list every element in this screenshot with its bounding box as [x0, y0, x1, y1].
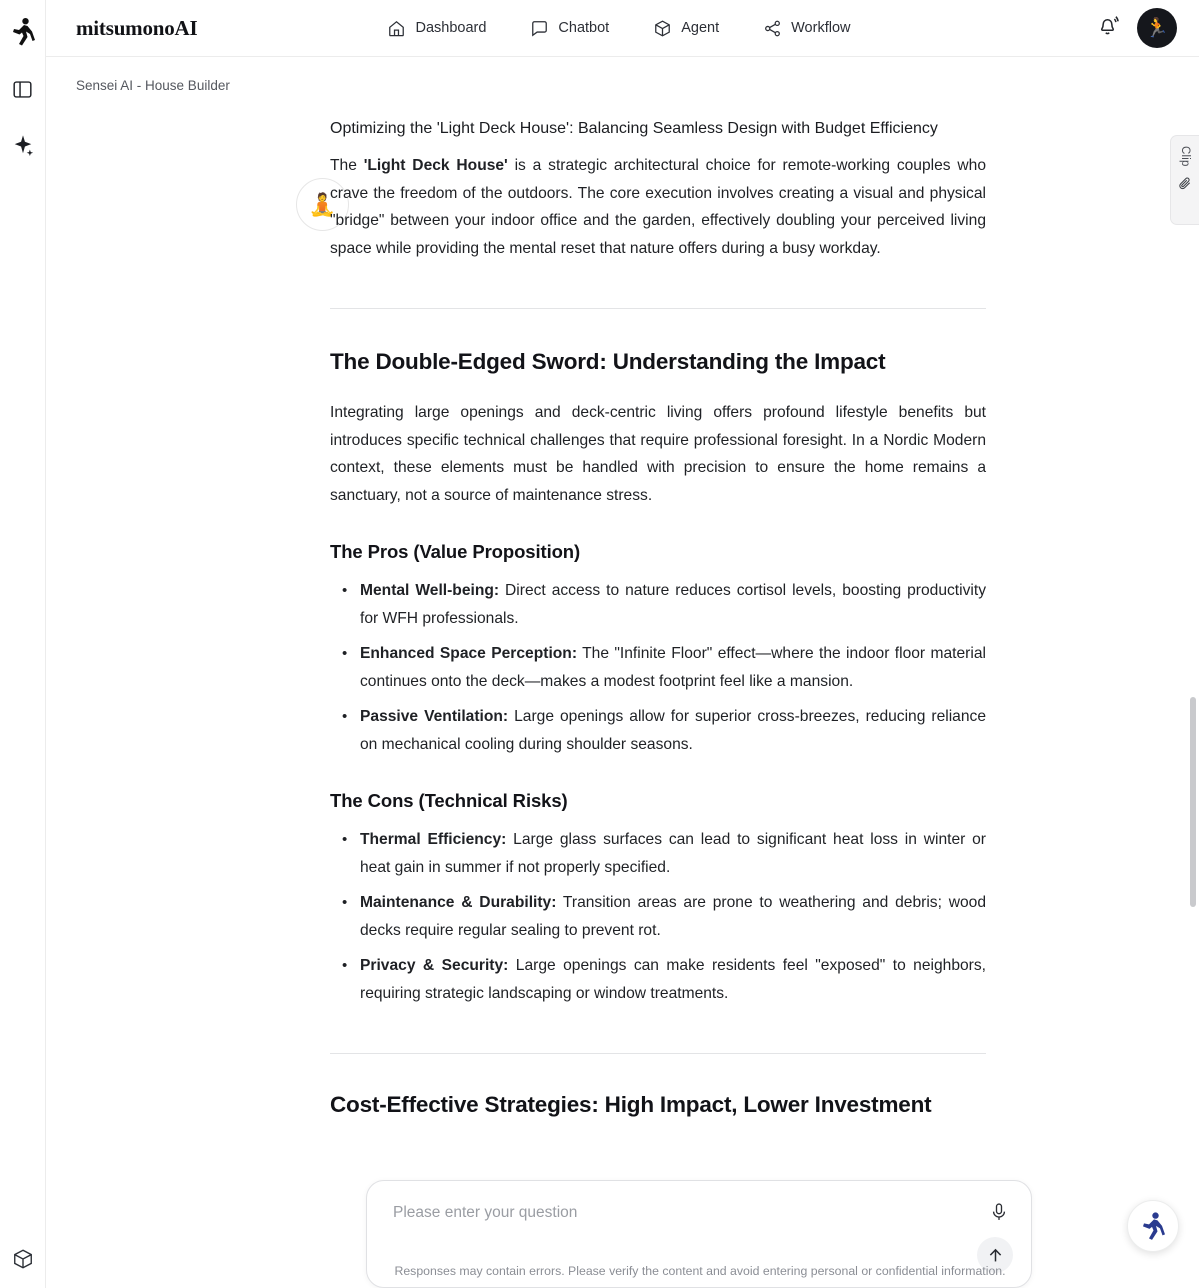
- left-rail: [0, 0, 46, 1288]
- runner-fab-icon[interactable]: [1127, 1200, 1179, 1252]
- paperclip-icon: [1178, 176, 1192, 195]
- list-item: [360, 952, 986, 1007]
- intro-rest: is a strategic architectural choice for remote-working couples who crave the freedom of the outdoors. The core execution involves creating a visual and physical "bridge" between your indoor office and the garden, effectively doubling your perceived living space while providing the mental reset that nature offers during a busy workday.: [330, 157, 986, 257]
- section-heading: The Double-Edged Sword: Understanding the Impact: [330, 349, 886, 374]
- nav-label-agent: Agent: [681, 20, 720, 36]
- assistant-avatar: 🧘: [296, 178, 349, 231]
- list-item-term: Mental Well-being:: [360, 582, 500, 599]
- app-brand: mitsumonoAI: [76, 15, 198, 40]
- pros-heading: The Pros (Value Proposition): [330, 541, 581, 562]
- cons-list: [330, 826, 986, 1007]
- nav-item-chatbot[interactable]: [530, 19, 609, 38]
- list-item: [360, 703, 986, 758]
- avatar[interactable]: 🏃: [1137, 8, 1177, 48]
- bell-icon[interactable]: [1096, 14, 1119, 42]
- nav-label-chatbot: Chatbot: [558, 20, 610, 36]
- nav-item-dashboard[interactable]: [387, 19, 486, 38]
- message-title: Optimizing the 'Light Deck House': Balancing Seamless Design with Budget Efficiency: [330, 120, 938, 137]
- divider: [330, 308, 986, 309]
- intro-prefix: The: [330, 157, 364, 174]
- assistant-message: [330, 115, 986, 1118]
- intro-bold-term: 'Light Deck House': [363, 157, 508, 174]
- list-item: [360, 889, 986, 944]
- home-icon: [387, 19, 406, 38]
- share-nodes-icon: [763, 19, 782, 38]
- nav-item-workflow[interactable]: [763, 19, 850, 38]
- list-item-text: Direct access to nature reduces cortisol levels, boosting productivity for WFH professionals.: [360, 582, 986, 627]
- nav-label-dashboard: Dashboard: [415, 20, 487, 36]
- vertical-scrollbar[interactable]: [1190, 697, 1196, 907]
- list-item-term: Enhanced Space Perception:: [360, 645, 578, 662]
- list-item-text: Large glass surfaces can lead to significant heat loss in winter or heat gain in summer if not properly specified.: [360, 831, 987, 876]
- sparkle-icon[interactable]: [8, 130, 38, 160]
- cons-heading: The Cons (Technical Risks): [330, 790, 568, 811]
- runner-logo-icon[interactable]: [7, 16, 39, 48]
- list-item-text: The "Infinite Floor" effect—where the indoor floor material continues onto the deck—makes a modest footprint feel like a mansion.: [360, 645, 986, 690]
- section-paragraph: Integrating large openings and deck-centric living offers profound lifestyle benefits but introduces specific technical challenges that require professional foresight. In a Nordic Modern context, these elements must be handled with precision to ensure the home remains a sanctuary, not a source of maintenance stress.: [330, 404, 986, 504]
- cube-outline-icon[interactable]: [8, 1244, 38, 1274]
- list-item-term: Maintenance & Durability:: [360, 894, 557, 911]
- chat-bubble-icon: [530, 19, 549, 38]
- panel-toggle-icon[interactable]: [8, 74, 38, 104]
- next-section-heading: Cost-Effective Strategies: High Impact, Lower Investment: [330, 1092, 932, 1117]
- list-item: [360, 640, 986, 695]
- content-area: [46, 57, 1199, 1288]
- nav-label-workflow: Workflow: [791, 20, 851, 36]
- disclaimer-text: Responses may contain errors. Please verify the content and avoid entering personal or confidential information.: [394, 1264, 1006, 1278]
- pros-list: [330, 577, 986, 758]
- list-item-term: Passive Ventilation:: [360, 708, 509, 725]
- top-bar-right: [1096, 8, 1177, 48]
- message-intro: [330, 152, 986, 262]
- question-input[interactable]: [391, 1203, 961, 1223]
- list-item: [360, 826, 986, 881]
- clip-label: Clip: [1179, 146, 1191, 167]
- microphone-icon[interactable]: [989, 1202, 1009, 1227]
- clip-panel-tab[interactable]: [1170, 135, 1199, 225]
- top-bar: [46, 0, 1199, 57]
- list-item: [360, 577, 986, 632]
- list-item-term: Thermal Efficiency:: [360, 831, 507, 848]
- divider-2: [330, 1053, 986, 1054]
- list-item-text: Large openings can make residents feel "exposed" to neighbors, requiring strategic landscaping or window treatments.: [360, 957, 986, 1002]
- list-item-text: Large openings allow for superior cross-breezes, reducing reliance on mechanical cooling during shoulder seasons.: [360, 708, 986, 753]
- breadcrumb[interactable]: Sensei AI - House Builder: [76, 78, 230, 93]
- nav-item-agent[interactable]: [653, 19, 719, 38]
- list-item-term: Privacy & Security:: [360, 957, 509, 974]
- main-nav: [387, 19, 850, 38]
- box-icon: [653, 19, 672, 38]
- list-item-text: Transition areas are prone to weathering and debris; wood decks require regular sealing to prevent rot.: [360, 894, 986, 939]
